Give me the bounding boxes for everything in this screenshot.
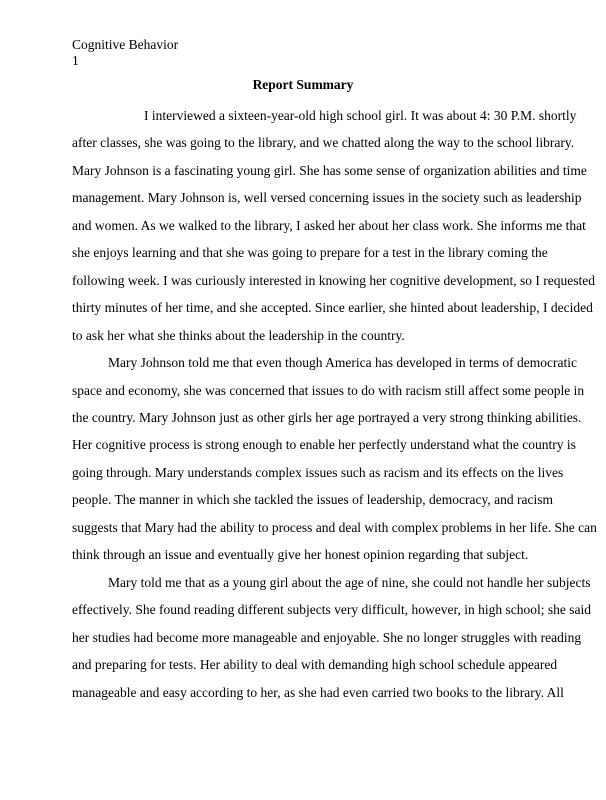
paragraph: [72, 569, 591, 706]
paragraph: [72, 102, 595, 349]
text-line: think through an issue and eventually give her honest opinion regarding that subject.: [72, 547, 529, 563]
text-line: suggests that Mary had the ability to process and deal with complex problems in her life. She can: [72, 519, 597, 535]
text-line: going through. Mary understands complex issues such as racism and its effects on the lives: [72, 464, 564, 480]
text-line: Mary Johnson is a fascinating young girl. She has some sense of organization abilities and time: [72, 162, 587, 178]
running-head: Cognitive Behavior: [72, 37, 179, 52]
text-line: management. Mary Johnson is, well versed concerning issues in the society such as leadership: [72, 190, 582, 206]
text-line: Mary Johnson told me that even though America has developed in terms of democratic: [108, 355, 577, 371]
text-line: and preparing for tests. Her ability to deal with demanding high school schedule appeared: [72, 657, 558, 673]
document-body: [72, 102, 597, 706]
text-line: and women. As we walked to the library, I asked her about her class work. She informs me that: [72, 217, 586, 233]
text-line: space and economy, she was concerned that issues to do with racism still affect some people in: [72, 382, 585, 398]
text-line: Mary told me that as a young girl about the age of nine, she could not handle her subjects: [108, 574, 591, 590]
text-line: her studies had become more manageable and enjoyable. She no longer struggles with reading: [72, 629, 582, 645]
text-line: to ask her what she thinks about the leadership in the country.: [72, 327, 405, 343]
report-title: Report Summary: [252, 77, 354, 92]
page-number: 1: [72, 53, 79, 68]
paragraph: [72, 349, 597, 569]
text-line: she enjoys learning and that she was going to prepare for a test in the library coming the: [72, 245, 548, 261]
text-line: thirty minutes of her time, and she accepted. Since earlier, she hinted about leadership, I decided: [72, 300, 593, 316]
text-line: effectively. She found reading different subjects very difficult, however, in high school; she said: [72, 602, 591, 618]
text-line: people. The manner in which she tackled the issues of leadership, democracy, and racism: [72, 492, 553, 508]
page-header: [72, 37, 178, 69]
text-line: I interviewed a sixteen-year-old high school girl. It was about 4: 30 P.M. shortly: [144, 108, 577, 123]
text-line: Her cognitive process is strong enough to enable her perfectly understand what the country is: [72, 437, 576, 453]
text-line: following week. I was curiously interested in knowing her cognitive development, so I requested: [72, 272, 595, 288]
text-line: manageable and easy according to her, as she had even carried two books to the library. All: [72, 684, 564, 700]
text-line: after classes, she was going to the library, and we chatted along the way to the school library.: [72, 135, 575, 151]
text-line: the country. Mary Johnson just as other girls her age portrayed a very strong thinking abilities.: [72, 409, 582, 425]
